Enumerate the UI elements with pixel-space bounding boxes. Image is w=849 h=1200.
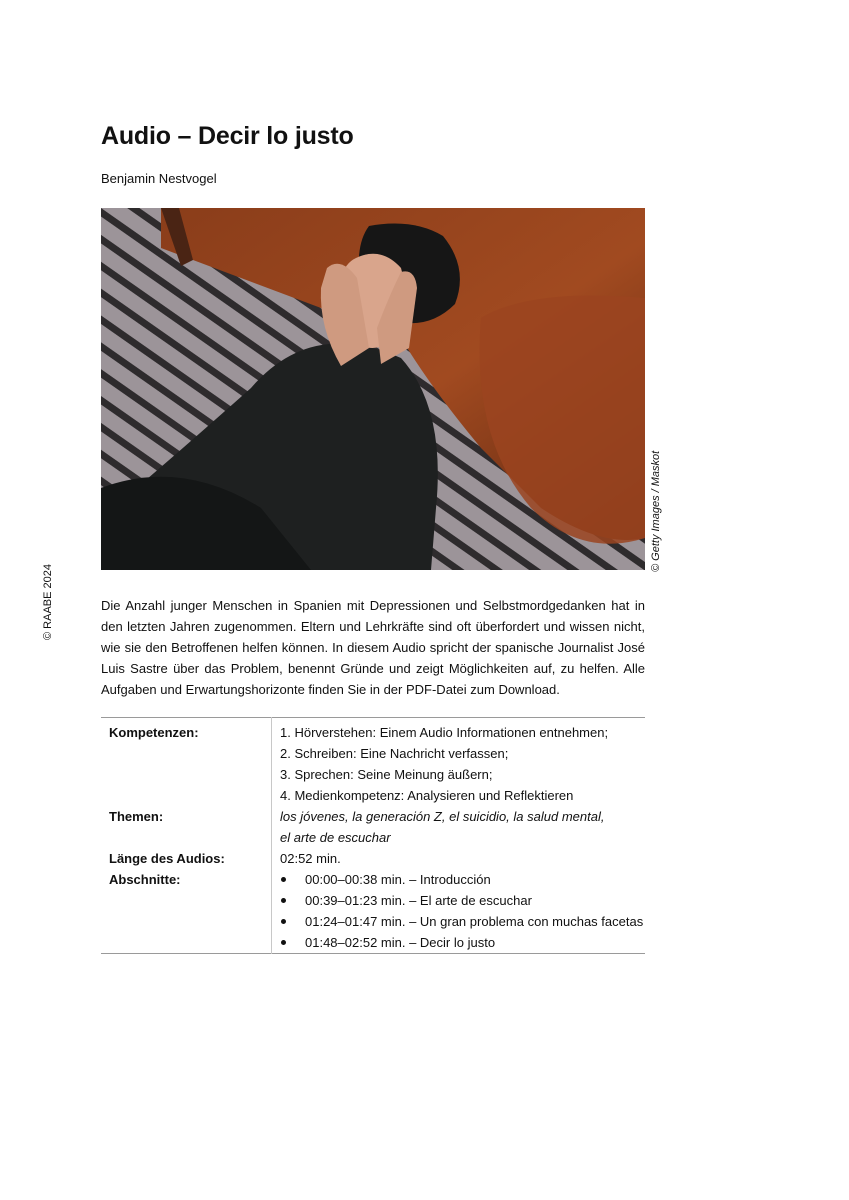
info-table <box>101 717 645 954</box>
cover-photo <box>101 208 645 570</box>
kompetenzen-label: Kompetenzen: <box>101 718 272 807</box>
info-row-kompetenzen <box>101 718 645 807</box>
page-title: Audio – Decir lo justo <box>101 122 354 150</box>
abschnitte-cell <box>272 869 646 954</box>
themen-line: los jóvenes, la generación Z, el suicidio, la salud mental, <box>280 809 605 824</box>
themen-label: Themen: <box>101 806 272 848</box>
abschnitt-item: 00:39–01:23 min. – El arte de escuchar <box>280 890 645 911</box>
abschnitte-list <box>280 869 645 953</box>
themen-line: el arte de escuchar <box>280 830 391 845</box>
abschnitt-item: 01:48–02:52 min. – Decir lo justo <box>280 932 645 953</box>
kompetenz-item: 1. Hörverstehen: Einem Audio Informationen entnehmen; <box>280 725 609 740</box>
side-copyright: © RAABE 2024 <box>42 564 54 640</box>
photo-credit: © Getty Images / Maskot <box>650 450 662 572</box>
laenge-value: 02:52 min. <box>280 851 341 866</box>
abschnitte-label: Abschnitte: <box>101 869 272 954</box>
author-name: Benjamin Nestvogel <box>101 171 217 186</box>
laenge-label: Länge des Audios: <box>101 848 272 869</box>
kompetenz-item: 4. Medienkompetenz: Analysieren und Reflektieren <box>280 788 574 803</box>
abschnitt-item: 00:00–00:38 min. – Introducción <box>280 869 645 890</box>
info-row-abschnitte <box>101 869 645 954</box>
abschnitt-item: 01:24–01:47 min. – Un gran problema con muchas facetas <box>280 911 645 932</box>
themen-list <box>272 806 646 848</box>
kompetenz-item: 3. Sprechen: Seine Meinung äußern; <box>280 767 493 782</box>
info-row-themen <box>101 806 645 848</box>
kompetenzen-list <box>272 718 646 807</box>
info-row-laenge <box>101 848 645 869</box>
intro-paragraph: Die Anzahl junger Menschen in Spanien mit Depressionen und Selbstmordgedanken hat in den letzten Jahren zugenommen. Eltern und Lehrkräfte sind oft überfordert und wissen nicht, wie sie den Betroffenen helfen können. In diesem Audio spricht der spanische Journalist José Luis Sastre über das Problem, benennt Gründe und zeigt Möglichkeiten auf, zu helfen. Alle Aufgaben und Erwartungshorizonte finden Sie in der PDF-Datei zum Download. <box>101 598 645 697</box>
kompetenz-item: 2. Schreiben: Eine Nachricht verfassen; <box>280 746 509 761</box>
